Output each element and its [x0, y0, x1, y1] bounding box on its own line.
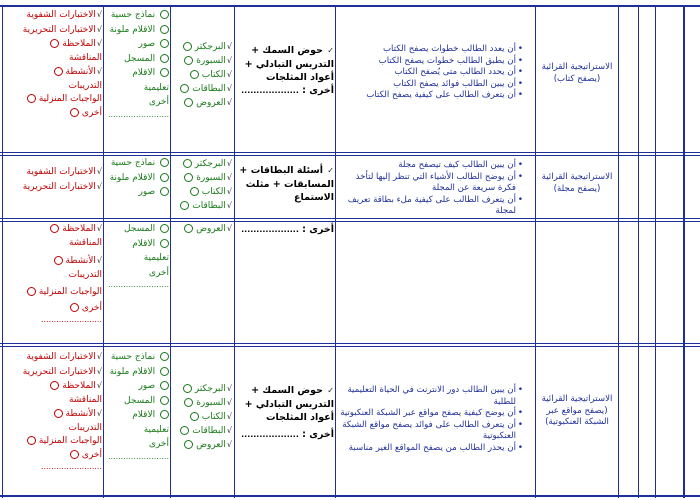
assessment-item[interactable]: الواجبات المنزلية	[4, 93, 102, 107]
radio-circle-icon[interactable]	[50, 224, 59, 233]
strategy-label: الاستراتيجية القرائية (يصفح مجلة)	[541, 172, 613, 194]
radio-circle-icon[interactable]	[54, 67, 63, 76]
radio-circle-icon[interactable]	[160, 239, 169, 248]
source-item[interactable]: الاقلام ملونة	[105, 23, 169, 38]
tool-item[interactable]: √الكتاب	[172, 68, 232, 82]
radio-circle-icon[interactable]	[70, 303, 79, 312]
tool-item[interactable]: √العروض	[172, 96, 232, 110]
radio-circle-icon[interactable]	[160, 187, 169, 196]
assessment-item[interactable]: الواجبات المنزلية	[4, 435, 102, 449]
tool-item[interactable]: √السبورة	[172, 54, 232, 68]
radio-circle-icon[interactable]	[160, 410, 169, 419]
radio-circle-icon[interactable]	[54, 256, 63, 265]
radio-circle-icon[interactable]	[183, 384, 192, 393]
method-item: التدريس التبادلي +	[244, 58, 334, 70]
radio-circle-icon[interactable]	[184, 98, 193, 107]
outcome-item: • أن يعدد الطالب خطوات يصفح الكتاب	[337, 44, 523, 56]
other-methods[interactable]: أخرى : ...................	[241, 84, 334, 96]
column-border	[535, 5, 536, 498]
assessment-item[interactable]: √الاختبارات الشفوية	[26, 10, 102, 20]
radio-circle-icon[interactable]	[160, 396, 169, 405]
radio-circle-icon[interactable]	[190, 70, 199, 79]
assessment-cell	[4, 8, 102, 120]
source-item[interactable]: صور	[105, 185, 169, 200]
radio-circle-icon[interactable]	[54, 409, 63, 418]
radio-circle-icon[interactable]	[27, 287, 36, 296]
tool-item[interactable]: √البطاقات	[172, 424, 232, 438]
assessment-cell	[4, 350, 102, 471]
tools-cell	[172, 382, 232, 452]
source-item[interactable]: أخرى	[148, 439, 169, 449]
assessment-item[interactable]: √الملاحظة	[4, 37, 102, 52]
assessment-label: المناقشة	[68, 52, 102, 63]
tool-item[interactable]: √البطاقات	[172, 82, 232, 96]
strategy-label: الاستراتيجية القرائية (يصفح مواقع عبر الشبكة العنكبوتية)	[541, 394, 613, 427]
outcome-item: • أن يتعرف الطالب على كيفية ملء بطاقة تعريف لمجلة	[337, 195, 523, 218]
source-item[interactable]: المسجل	[105, 222, 169, 237]
radio-circle-icon[interactable]	[183, 42, 192, 51]
tool-item[interactable]: √البرجكتر	[172, 157, 232, 171]
method-item: أعواد المثلجات	[265, 412, 334, 423]
source-item[interactable]: أخرى	[148, 97, 169, 107]
methods-cell	[238, 44, 334, 96]
assessment-label: المناقشة	[68, 237, 102, 248]
strategy-label: الاستراتيجية القرائية (يصفح كتاب)	[541, 62, 613, 84]
tool-item[interactable]: √العروض	[172, 222, 232, 236]
assessment-label: التدريبات	[68, 80, 102, 91]
tool-item[interactable]: √الكتاب	[172, 410, 232, 424]
outcomes-cell	[337, 160, 533, 218]
assessment-item[interactable]: √الاختبارات الشفوية	[26, 167, 102, 177]
radio-circle-icon[interactable]	[160, 10, 169, 19]
assessment-item[interactable]: أخرى	[4, 449, 102, 463]
radio-circle-icon[interactable]	[184, 224, 193, 233]
radio-circle-icon[interactable]	[27, 436, 36, 445]
source-item[interactable]: نماذج حسية	[105, 156, 169, 171]
outcome-item: • أن يبين الطالب فوائد يصفح الكتاب	[337, 79, 523, 91]
assessment-label: المناقشة	[68, 394, 102, 405]
row-border	[0, 495, 700, 497]
assessment-item[interactable]: أخرى	[4, 302, 102, 316]
fill-in-dots[interactable]: ........................	[40, 315, 102, 324]
source-item[interactable]: الاقلام	[105, 408, 169, 423]
sources-cell	[105, 156, 169, 200]
radio-circle-icon[interactable]	[160, 352, 169, 361]
assessment-item[interactable]: الواجبات المنزلية	[4, 286, 102, 300]
radio-circle-icon[interactable]	[70, 108, 79, 117]
outcome-item: • أن يطبق الطالب خطوات يصفح الكتاب	[337, 56, 523, 68]
radio-circle-icon[interactable]	[50, 39, 59, 48]
radio-circle-icon[interactable]	[160, 224, 169, 233]
source-item[interactable]: تعليمية	[143, 82, 169, 93]
radio-circle-icon[interactable]	[180, 84, 189, 93]
method-item: ✓ حوض السمك +	[251, 45, 334, 56]
outcome-item: • أن يوضح الطالب الأشياء التي تنظر إليها لتأخذ فكرة سريعة عن المجلة	[337, 172, 523, 195]
strategy-cell	[540, 62, 614, 85]
radio-circle-icon[interactable]	[183, 159, 192, 168]
tool-item[interactable]: √البطاقات	[172, 199, 232, 213]
row-border	[0, 5, 700, 7]
assessment-item[interactable]: √الأنشطة	[4, 65, 102, 80]
assessment-item[interactable]: √الاختبارات التحريرية	[22, 181, 102, 192]
outcomes-cell	[337, 385, 533, 455]
radio-circle-icon[interactable]	[160, 381, 169, 390]
fill-in-dots[interactable]: ........................	[107, 109, 169, 119]
source-item[interactable]: المسجل	[105, 52, 169, 67]
assessment-cell	[4, 165, 102, 194]
source-item[interactable]: المسجل	[105, 394, 169, 409]
radio-circle-icon[interactable]	[190, 412, 199, 421]
radio-circle-icon[interactable]	[160, 68, 169, 77]
methods-cell	[238, 384, 334, 440]
tools-cell	[172, 40, 232, 110]
radio-circle-icon[interactable]	[184, 56, 193, 65]
radio-circle-icon[interactable]	[184, 173, 193, 182]
outcome-item: • أن يبين الطالب كيف تيصفح مجلة	[337, 160, 523, 172]
radio-circle-icon[interactable]	[184, 398, 193, 407]
radio-circle-icon[interactable]	[160, 367, 169, 376]
column-border	[2, 5, 3, 498]
method-item: الاستماع	[294, 192, 334, 203]
radio-circle-icon[interactable]	[160, 39, 169, 48]
tool-item[interactable]: √البرجكتر	[172, 40, 232, 54]
tool-item[interactable]: √السبورة	[172, 171, 232, 185]
radio-circle-icon[interactable]	[160, 54, 169, 63]
outcome-item: • أن يوضح كيفية يصفح مواقع عبر الشبكة العنكبوتية	[337, 408, 523, 420]
method-item: أعواد المثلجات	[265, 72, 334, 83]
radio-circle-icon[interactable]	[160, 158, 169, 167]
column-border	[655, 5, 656, 498]
assessment-item[interactable]: √الأنشطة	[4, 407, 102, 422]
method-item: ✓ أسئلة البطاقات +	[239, 165, 334, 176]
radio-circle-icon[interactable]	[70, 450, 79, 459]
source-item[interactable]: أخرى	[148, 267, 169, 278]
strategy-cell	[540, 172, 614, 195]
source-item[interactable]: تعليمية	[143, 253, 169, 263]
methods-cell	[238, 224, 334, 235]
source-item[interactable]: صور	[105, 379, 169, 394]
assessment-cell	[4, 222, 102, 324]
radio-circle-icon[interactable]	[50, 381, 59, 390]
assessment-label: التدريبات	[68, 269, 102, 280]
strategy-cell	[540, 394, 614, 429]
column-border	[103, 5, 104, 498]
radio-circle-icon[interactable]	[184, 440, 193, 449]
assessment-item[interactable]: √الملاحظة	[4, 379, 102, 394]
column-border	[335, 5, 336, 498]
method-item: التدريس التبادلي +	[244, 398, 334, 410]
column-border	[618, 5, 619, 498]
assessment-item[interactable]: √الاختبارات التحريرية	[22, 366, 102, 377]
outcome-item: • أن يتعرف الطالب على كيفية يصفح الكتاب	[337, 90, 523, 102]
row-border	[0, 343, 700, 344]
other-methods[interactable]: أخرى : ...................	[241, 428, 334, 440]
assessment-item[interactable]: √الاختبارات الشفوية	[26, 352, 102, 362]
outcome-item: • أن يحدد الطالب متى يُصفح الكتاب	[337, 67, 523, 79]
tool-item[interactable]: √العروض	[172, 438, 232, 452]
outcome-item: • أن يبين الطالب دور الانترنت في الحياة التعليمية للطلبة	[337, 385, 523, 408]
sources-cell	[105, 350, 169, 461]
radio-circle-icon[interactable]	[27, 94, 36, 103]
source-item[interactable]: الاقلام	[105, 237, 169, 252]
fill-in-dots[interactable]: ........................	[107, 451, 169, 461]
tools-cell	[172, 222, 232, 236]
assessment-item[interactable]: أخرى	[4, 107, 102, 121]
source-item[interactable]: تعليمية	[143, 424, 169, 435]
radio-circle-icon[interactable]	[160, 25, 169, 34]
radio-circle-icon[interactable]	[180, 426, 189, 435]
radio-circle-icon[interactable]	[180, 201, 189, 210]
source-item[interactable]: الاقلام ملونة	[105, 365, 169, 380]
source-item[interactable]: صور	[105, 37, 169, 52]
source-item[interactable]: الاقلام	[105, 66, 169, 81]
row-border	[0, 346, 700, 347]
methods-cell	[238, 164, 334, 205]
column-border	[638, 5, 639, 498]
tool-item[interactable]: √السبورة	[172, 396, 232, 410]
tool-item[interactable]: √الكتاب	[172, 185, 232, 199]
assessment-item[interactable]: √الملاحظة	[4, 222, 102, 237]
tool-item[interactable]: √البرجكتر	[172, 382, 232, 396]
column-border	[234, 5, 235, 498]
source-item[interactable]: الاقلام ملونة	[105, 171, 169, 186]
column-border	[683, 5, 685, 498]
source-item[interactable]: نماذج حسية	[105, 350, 169, 365]
outcome-item: • أن يحذر الطالب من يصفح المواقع الغير مناسبة	[337, 443, 523, 455]
tools-cell	[172, 157, 232, 213]
radio-circle-icon[interactable]	[190, 187, 199, 196]
radio-circle-icon[interactable]	[160, 173, 169, 182]
other-methods[interactable]: أخرى : ...................	[241, 224, 334, 235]
method-item: ✓ حوض السمك +	[251, 385, 334, 396]
assessment-item[interactable]: √الأنشطة	[4, 254, 102, 269]
outcome-item: • أن يتعرف الطالب على فوائد يصفح مواقع الشبكة العنكبوتية	[337, 420, 523, 443]
sources-cell	[105, 8, 169, 119]
assessment-item[interactable]: √الاختبارات التحريرية	[22, 24, 102, 35]
fill-in-dots[interactable]: ........................	[40, 462, 102, 471]
source-item[interactable]: نماذج حسية	[105, 8, 169, 23]
assessment-label: التدريبات	[68, 422, 102, 433]
fill-in-dots[interactable]: ........................	[107, 280, 169, 289]
outcomes-cell	[337, 44, 533, 102]
column-border	[170, 5, 171, 498]
method-item: المسابقات + مثلث	[245, 178, 334, 190]
sources-cell	[105, 222, 169, 289]
